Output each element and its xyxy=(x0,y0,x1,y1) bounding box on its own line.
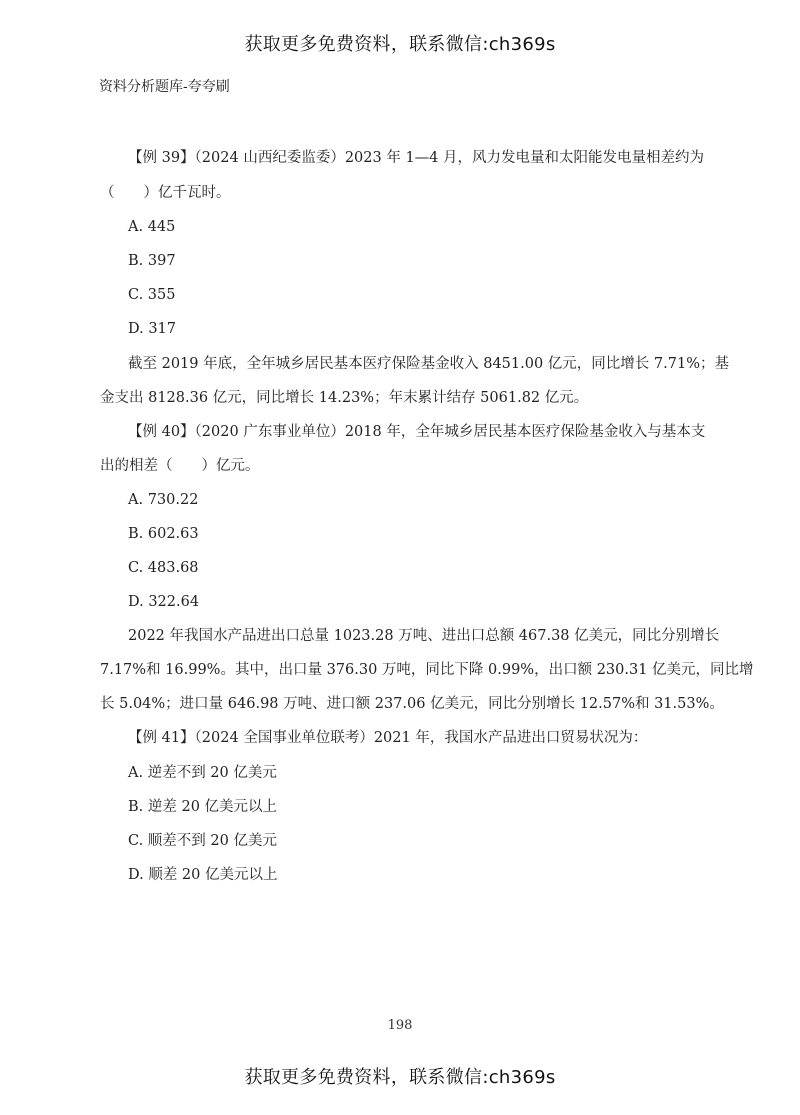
q41-option-b: B. 逆差 20 亿美元以上 xyxy=(128,799,278,815)
q40-option-a: A. 730.22 xyxy=(128,492,199,508)
q40-stem-line1: 【例 40】（2020 广东事业单位）2018 年，全年城乡居民基本医疗保险基金收入与基本支 xyxy=(128,424,706,440)
page-number: 198 xyxy=(387,1018,413,1033)
q41-stem-line1: 【例 41】（2024 全国事业单位联考）2021 年，我国水产品进出口贸易状况为： xyxy=(128,730,648,746)
q39-option-c: C. 355 xyxy=(128,287,176,303)
promo-banner-top: 获取更多免费资料，联系微信:ch369s xyxy=(244,34,556,55)
q39-stem-line2: （ ）亿千瓦时。 xyxy=(100,185,231,201)
q39-option-b: B. 397 xyxy=(128,253,176,269)
material2-line2: 7.17%和 16.99%。其中，出口量 376.30 万吨，同比下降 0.99%，出口额 230.31 亿美元，同比增 xyxy=(100,662,754,678)
material2-line1: 2022 年我国水产品进出口总量 1023.28 万吨、进出口总额 467.38 亿美元，同比分别增长 xyxy=(128,628,720,644)
q41-option-a: A. 逆差不到 20 亿美元 xyxy=(128,765,277,781)
material2-line3: 长 5.04%；进口量 646.98 万吨、进口额 237.06 亿美元，同比分别增长 12.57%和 31.53%。 xyxy=(100,696,724,712)
q41-option-d: D. 顺差 20 亿美元以上 xyxy=(128,867,278,883)
q40-option-b: B. 602.63 xyxy=(128,526,199,542)
q39-option-a: A. 445 xyxy=(128,219,176,235)
q41-option-c: C. 顺差不到 20 亿美元 xyxy=(128,833,277,849)
promo-banner-bottom: 获取更多免费资料，联系微信:ch369s xyxy=(244,1067,556,1088)
material1-line1: 截至 2019 年底，全年城乡居民基本医疗保险基金收入 8451.00 亿元，同比增长 7.71%；基 xyxy=(128,356,729,372)
document-header: 资料分析题库-夸夸刷 xyxy=(99,79,230,95)
q40-stem-line2: 出的相差（ ）亿元。 xyxy=(100,458,260,474)
material1-line2: 金支出 8128.36 亿元，同比增长 14.23%；年末累计结存 5061.82 亿元。 xyxy=(100,390,589,406)
q40-option-c: C. 483.68 xyxy=(128,560,199,576)
q39-option-d: D. 317 xyxy=(128,321,177,337)
q39-stem-line1: 【例 39】（2024 山西纪委监委）2023 年 1—4 月，风力发电量和太阳能发电量相差约为 xyxy=(128,150,704,166)
q40-option-d: D. 322.64 xyxy=(128,594,200,610)
